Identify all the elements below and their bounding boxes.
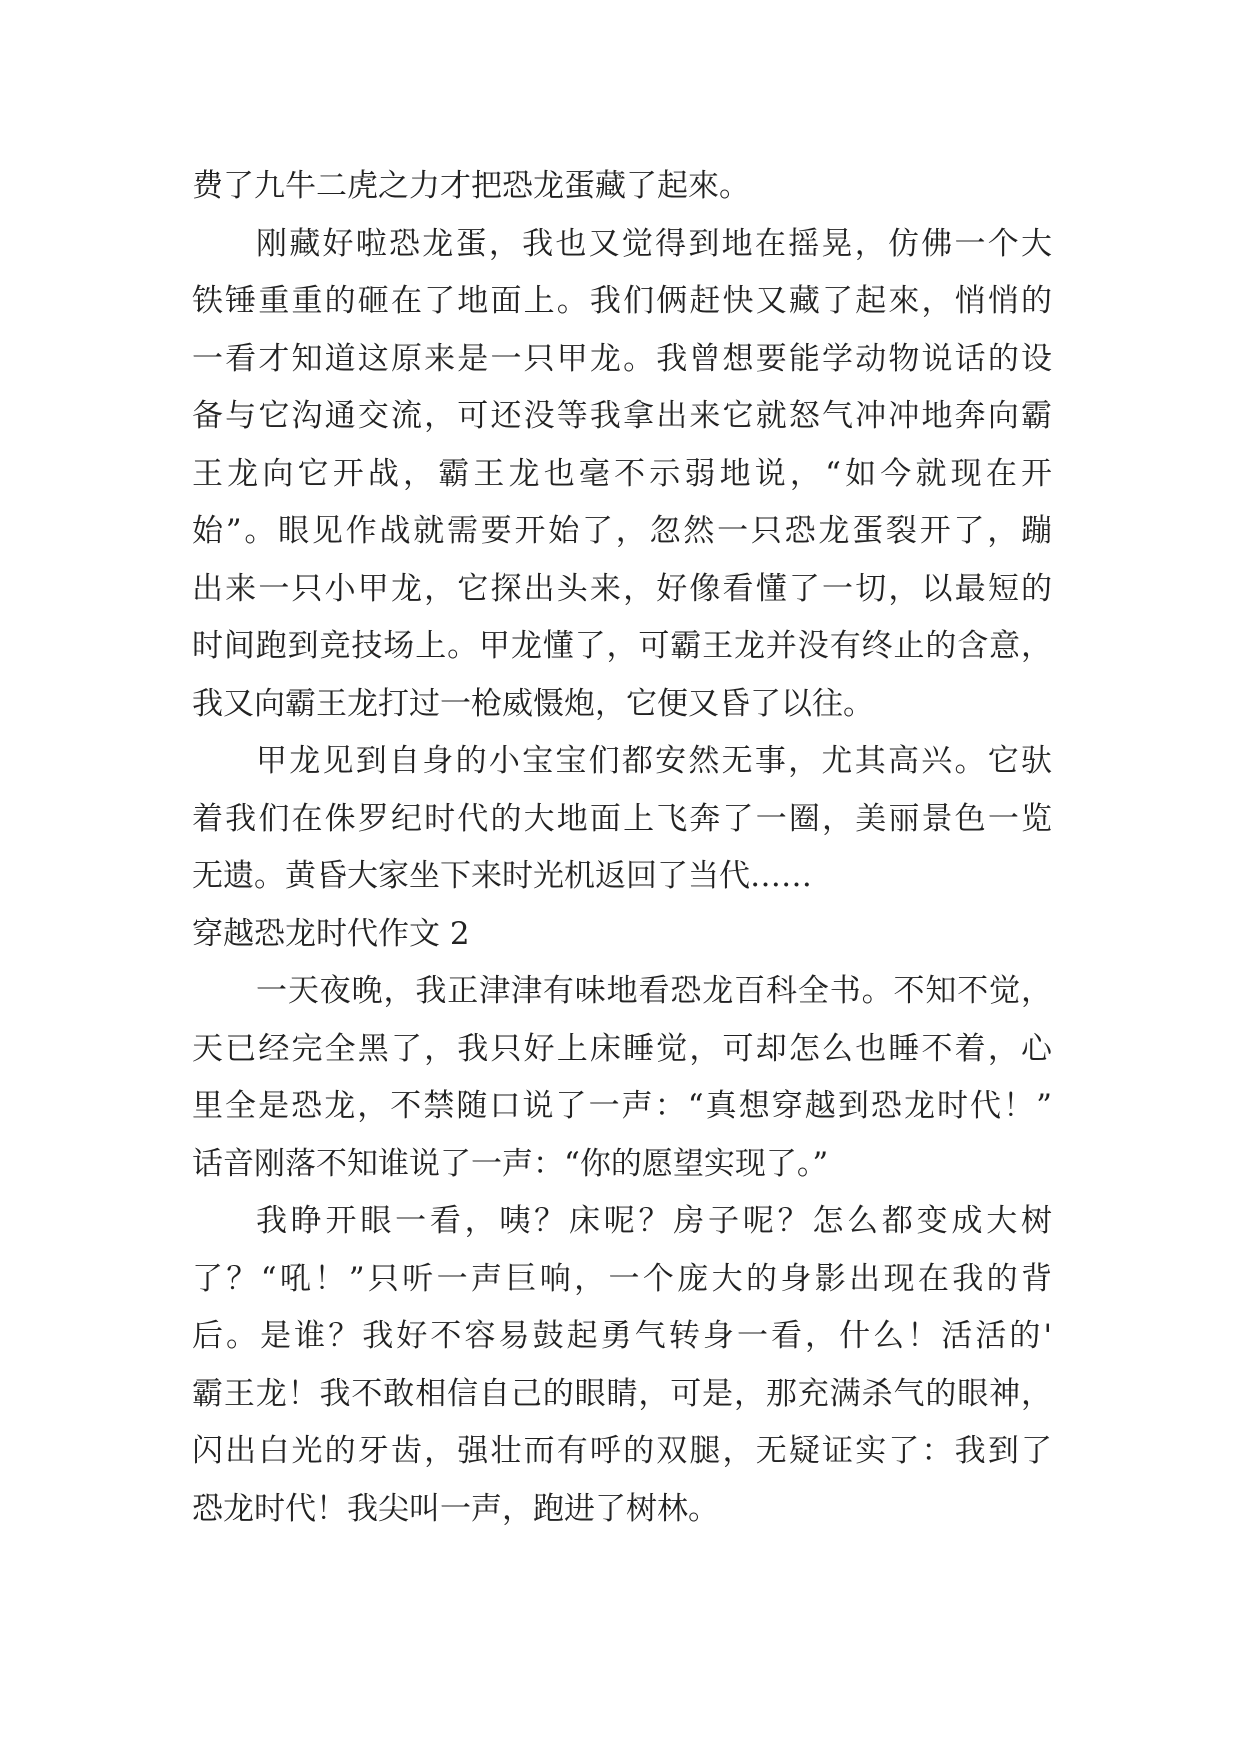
paragraph-first-line: 一天夜晚，我正津津有味地看恐龙百科全书。不知不觉， — [256, 973, 1052, 1009]
text-line: 天已经完全黑了，我只好上床睡觉，可却怎么也睡不着，心 — [192, 1030, 1052, 1067]
text-line: 闪出白光的牙齿，强壮而有呼的双腿，无疑证实了：我到了 — [192, 1433, 1052, 1469]
text-line: 无遗。黄昏大家坐下来时光机返回了当代…… — [192, 858, 812, 894]
paragraph-first-line: 我睁开眼一看，咦？床呢？房子呢？怎么都变成大树 — [256, 1203, 1052, 1239]
text-line: 后。是谁？我好不容易鼓起勇气转身一看，什么！活活的' — [192, 1318, 1052, 1354]
text-line: 始”。眼见作战就需要开始了，忽然一只恐龙蛋裂开了，蹦 — [192, 513, 1052, 549]
section-heading: 穿越恐龙时代作文 2 — [192, 915, 470, 952]
text-line: 里全是恐龙，不禁随口说了一声：“真想穿越到恐龙时代！” — [192, 1088, 1052, 1124]
text-line: 一看才知道这原来是一只甲龙。我曾想要能学动物说话的设 — [192, 340, 1052, 377]
text-line: 了？“吼！”只听一声巨响，一个庞大的身影出现在我的背 — [192, 1260, 1052, 1297]
text-line: 我又向霸王龙打过一枪威慑炮，它便又昏了以往。 — [192, 685, 874, 722]
text-line: 恐龙时代！我尖叫一声，跑进了树林。 — [192, 1490, 719, 1527]
text-line: 备与它沟通交流，可还没等我拿出来它就怒气冲冲地奔向霸 — [192, 398, 1052, 434]
text-line: 铁锤重重的砸在了地面上。我们俩赶快又藏了起來，悄悄的 — [192, 283, 1052, 319]
text-line: 时间跑到竞技场上。甲龙懂了，可霸王龙并没有终止的含意， — [192, 628, 1052, 664]
text-line: 出来一只小甲龙，它探出头来，好像看懂了一切，以最短的 — [192, 570, 1052, 607]
essay-body — [192, 158, 1052, 1538]
text-line: 话音刚落不知谁说了一声：“你的愿望实现了。” — [192, 1145, 829, 1182]
text-line: 霸王龙！我不敢相信自己的眼睛，可是，那充满杀气的眼神， — [192, 1375, 1052, 1412]
text-line: 着我们在侏罗纪时代的大地面上飞奔了一圈，美丽景色一览 — [192, 800, 1052, 837]
text-line: 王龙向它开战，霸王龙也毫不示弱地说，“如今就现在开 — [192, 455, 1052, 492]
paragraph-first-line: 甲龙见到自身的小宝宝们都安然无事，尤其高兴。它驮 — [256, 743, 1052, 779]
paragraph-first-line: 刚藏好啦恐龙蛋，我也又觉得到地在摇晃，仿佛一个大 — [256, 225, 1052, 262]
text-line: 费了九牛二虎之力才把恐龙蛋藏了起來。 — [192, 168, 750, 204]
